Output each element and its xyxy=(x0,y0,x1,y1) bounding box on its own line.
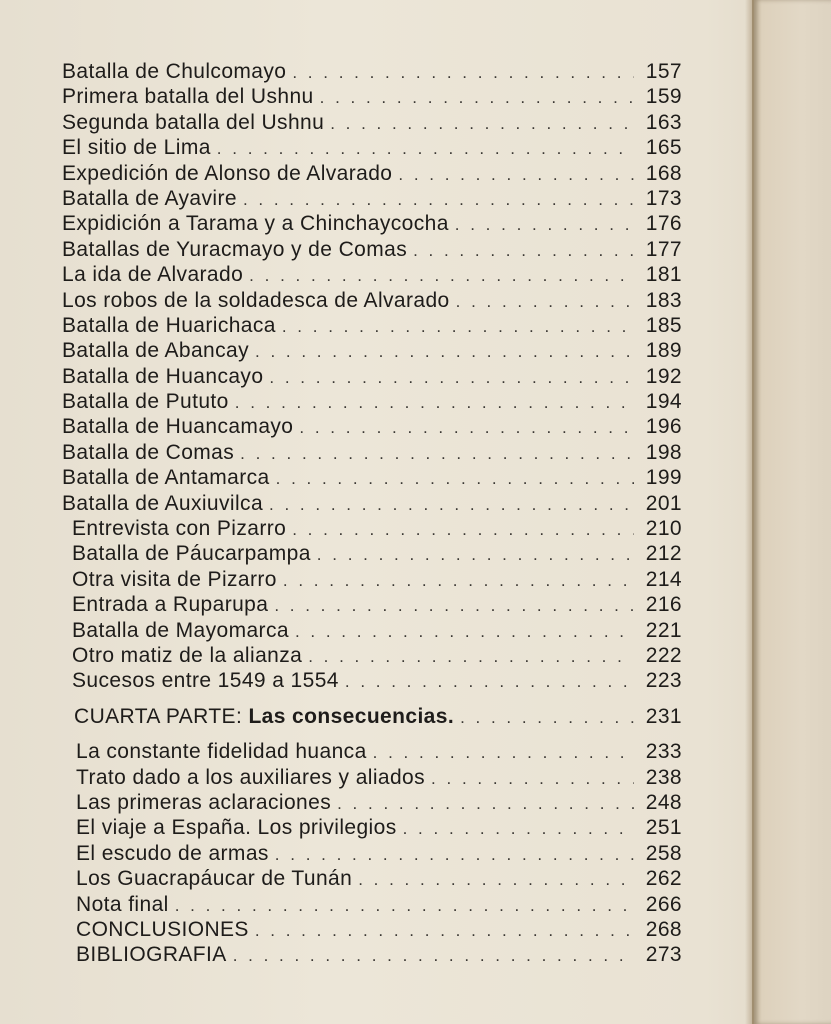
toc-entry xyxy=(62,517,682,542)
section-label: CUARTA PARTE: xyxy=(74,704,243,728)
dot-leader xyxy=(240,444,634,464)
toc-entry xyxy=(62,365,682,390)
dot-leader xyxy=(217,139,634,159)
entry-title: Sucesos entre 1549 a 1554 xyxy=(72,669,339,693)
entry-title: Trato dado a los auxiliares y aliados xyxy=(76,765,426,789)
dot-leader xyxy=(413,241,634,261)
dot-leader xyxy=(292,63,634,83)
entry-title: Expidición a Tarama y a Chinchaycocha xyxy=(62,212,449,236)
entry-title: Batallas de Yuracmayo y de Comas xyxy=(62,237,408,261)
entry-page-number: 212 xyxy=(645,542,682,566)
entry-title: Batalla de Chulcomayo xyxy=(62,60,287,83)
dot-leader xyxy=(398,165,634,185)
entry-title: Primera batalla del Ushnu xyxy=(62,85,314,109)
entry-page-number: 194 xyxy=(645,390,682,414)
entry-title: Batalla de Ayavire xyxy=(62,186,237,210)
entry-title: Batalla de Comas xyxy=(62,440,235,464)
toc-entry xyxy=(62,867,682,892)
entry-page-number: 221 xyxy=(645,618,682,642)
toc-entry xyxy=(62,943,682,968)
toc-entry xyxy=(62,111,682,136)
toc-entry xyxy=(62,238,682,263)
toc-entry xyxy=(62,619,682,644)
toc-entry xyxy=(62,791,682,816)
entry-title: BIBLIOGRAFIA xyxy=(76,943,227,967)
dot-leader xyxy=(330,114,634,134)
entry-page-number: 181 xyxy=(645,263,682,287)
entry-title: Batalla de Auxiuvilca xyxy=(62,491,264,515)
dot-leader xyxy=(255,342,634,362)
entry-page-number: 165 xyxy=(645,136,682,160)
toc-entry xyxy=(62,339,682,364)
toc-entry xyxy=(62,136,682,161)
dot-leader xyxy=(345,672,634,692)
dot-leader xyxy=(276,469,634,489)
dot-leader xyxy=(337,794,634,814)
entry-page-number: 258 xyxy=(645,841,682,865)
entry-title: Entrada a Ruparupa xyxy=(72,593,269,617)
dot-leader xyxy=(282,317,634,337)
entry-title: El viaje a España. Los privilegios xyxy=(76,816,397,840)
entry-title: Batalla de Abancay xyxy=(62,339,250,363)
entry-page-number: 173 xyxy=(645,186,682,210)
entry-page-number: 198 xyxy=(645,440,682,464)
entry-page-number: 196 xyxy=(645,415,682,439)
toc-entry xyxy=(62,85,682,110)
entry-page-number: 199 xyxy=(645,466,682,490)
toc-list-part-four xyxy=(62,740,682,969)
dot-leader xyxy=(233,946,634,966)
toc-entry xyxy=(62,918,682,943)
entry-title: El escudo de armas xyxy=(76,841,269,865)
toc-entry xyxy=(62,466,682,491)
dot-leader xyxy=(295,622,634,642)
entry-page-number: 177 xyxy=(645,237,682,261)
entry-title: CONCLUSIONES xyxy=(76,917,249,941)
entry-page-number: 273 xyxy=(645,943,682,967)
dot-leader xyxy=(235,393,634,413)
toc-entry xyxy=(62,893,682,918)
entry-page-number: 210 xyxy=(645,517,682,541)
toc-entry xyxy=(62,842,682,867)
entry-title: El sitio de Lima xyxy=(62,136,211,160)
entry-page-number: 262 xyxy=(645,867,682,891)
toc-section-heading xyxy=(62,705,682,730)
entry-page-number: 159 xyxy=(645,85,682,109)
toc-entry xyxy=(62,593,682,618)
entry-title: Batalla de Huancayo xyxy=(62,364,264,388)
toc-entry xyxy=(62,162,682,187)
entry-page-number: 248 xyxy=(645,790,682,814)
entry-page-number: 163 xyxy=(645,110,682,134)
entry-title: Batalla de Huarichaca xyxy=(62,313,276,337)
toc-list-part-three xyxy=(62,60,682,695)
dot-leader xyxy=(255,921,634,941)
dot-leader xyxy=(431,769,634,789)
toc-entry xyxy=(62,289,682,314)
entry-title: Batalla de Pututo xyxy=(62,390,229,414)
entry-page-number: 233 xyxy=(645,740,682,764)
dot-leader xyxy=(249,266,634,286)
entry-title: La constante fidelidad huanca xyxy=(76,740,367,764)
entry-page-number: 214 xyxy=(645,567,682,591)
entry-title: Los Guacrapáucar de Tunán xyxy=(76,867,353,891)
entry-page-number: 223 xyxy=(645,669,682,693)
entry-page-number: 201 xyxy=(645,491,682,515)
entry-page-number: 222 xyxy=(645,643,682,667)
section-name: Las consecuencias. xyxy=(248,704,455,728)
entry-page-number: 183 xyxy=(645,288,682,312)
dot-leader xyxy=(269,368,634,388)
table-of-contents xyxy=(62,60,682,969)
section-title xyxy=(74,705,454,729)
toc-entry xyxy=(62,492,682,517)
dot-leader xyxy=(292,520,634,540)
dot-leader xyxy=(275,845,634,865)
dot-leader xyxy=(358,870,634,890)
entry-title: Entrevista con Pizarro xyxy=(72,517,287,541)
dot-leader xyxy=(175,896,634,916)
entry-title: Segunda batalla del Ushnu xyxy=(62,110,325,134)
toc-entry xyxy=(62,644,682,669)
entry-title: Batalla de Mayomarca xyxy=(72,618,289,642)
dot-leader xyxy=(373,743,634,763)
entry-title: Nota final xyxy=(76,892,169,916)
dot-leader xyxy=(455,215,634,235)
toc-entry xyxy=(62,390,682,415)
dot-leader xyxy=(299,418,634,438)
toc-entry xyxy=(62,542,682,567)
entry-title: Expedición de Alonso de Alvarado xyxy=(62,161,393,185)
entry-title: Las primeras aclaraciones xyxy=(76,790,332,814)
dot-leader xyxy=(460,708,634,728)
entry-page-number: 268 xyxy=(645,917,682,941)
dot-leader xyxy=(317,545,634,565)
toc-entry xyxy=(62,212,682,237)
section-page-number: 231 xyxy=(645,704,682,728)
entry-page-number: 251 xyxy=(645,816,682,840)
dot-leader xyxy=(403,819,634,839)
entry-page-number: 266 xyxy=(645,892,682,916)
entry-page-number: 157 xyxy=(645,60,682,83)
dot-leader xyxy=(274,596,634,616)
toc-entry xyxy=(62,816,682,841)
facing-page-edge xyxy=(752,0,831,1024)
dot-leader xyxy=(456,292,634,312)
dot-leader xyxy=(243,190,634,210)
entry-title: Los robos de la soldadesca de Alvarado xyxy=(62,288,450,312)
toc-entry xyxy=(62,669,682,694)
toc-entry xyxy=(62,187,682,212)
entry-page-number: 238 xyxy=(645,765,682,789)
entry-page-number: 168 xyxy=(645,161,682,185)
entry-page-number: 185 xyxy=(645,313,682,337)
entry-title: Otro matiz de la alianza xyxy=(72,643,303,667)
toc-entry xyxy=(62,441,682,466)
toc-entry xyxy=(62,568,682,593)
entry-title: Otra visita de Pizarro xyxy=(72,567,277,591)
entry-title: Batalla de Antamarca xyxy=(62,466,270,490)
entry-page-number: 192 xyxy=(645,364,682,388)
entry-title: Batalla de Huancamayo xyxy=(62,415,294,439)
dot-leader xyxy=(308,647,634,667)
dot-leader xyxy=(283,571,634,591)
toc-entry xyxy=(62,740,682,765)
dot-leader xyxy=(320,88,634,108)
toc-entry xyxy=(62,415,682,440)
toc-entry xyxy=(62,314,682,339)
toc-entry xyxy=(62,766,682,791)
entry-page-number: 216 xyxy=(645,593,682,617)
entry-title: Batalla de Páucarpampa xyxy=(72,542,311,566)
entry-title: La ida de Alvarado xyxy=(62,263,244,287)
toc-entry xyxy=(62,263,682,288)
entry-page-number: 176 xyxy=(645,212,682,236)
entry-page-number: 189 xyxy=(645,339,682,363)
dot-leader xyxy=(269,495,634,515)
toc-entry xyxy=(62,60,682,85)
